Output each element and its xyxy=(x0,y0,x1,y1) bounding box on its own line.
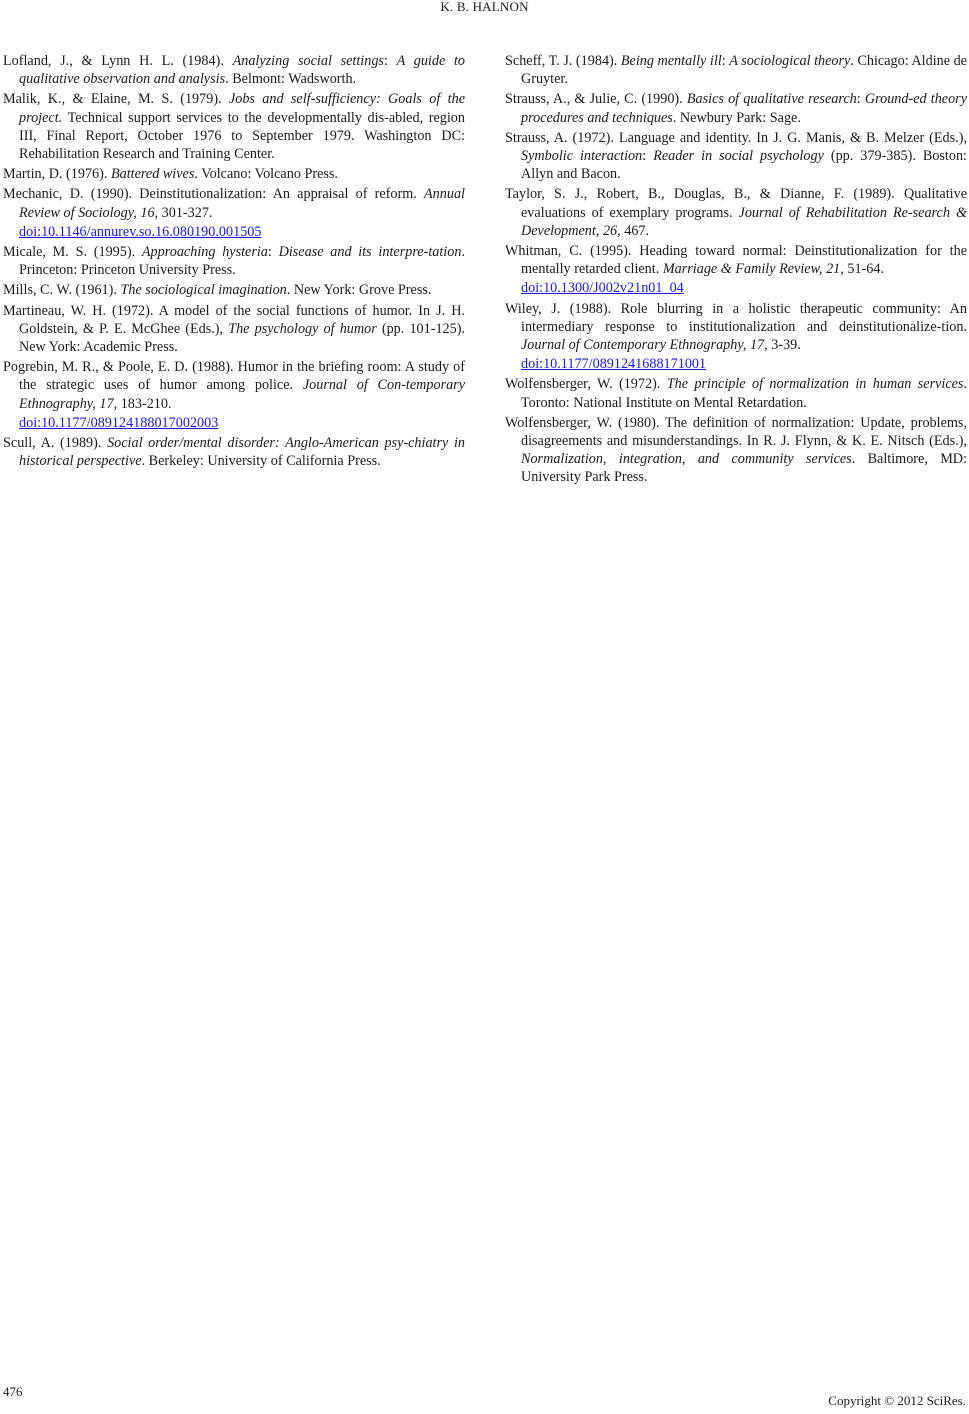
reference-text: Wolfensberger, W. (1980). The definition of normalization: Update, problems, disagreements and misunderstandings. In R. J. Flynn, & K. E. Nitsch (Eds.), xyxy=(505,414,967,450)
reference-text: : xyxy=(383,53,397,69)
reference-entry xyxy=(3,302,465,357)
reference-text: : xyxy=(856,91,865,108)
reference-text: Martineau, W. H. (1972). A model of the social functions of humor. In J. H. Goldstein, & P. E. McGhee (Eds.), xyxy=(3,302,465,337)
reference-text: Scheff, T. J. (1984). xyxy=(505,53,621,69)
reference-text: : xyxy=(642,148,654,165)
doi-link[interactable]: doi:10.1177/0891241688171001 xyxy=(521,356,707,373)
reference-entry xyxy=(505,185,967,240)
copyright-notice: Copyright © 2012 SciRes. xyxy=(828,1393,966,1408)
reference-text: Mechanic, D. (1990). Deinstitutionalization: An appraisal of reform. xyxy=(3,186,425,203)
reference-title-italic: Journal of Contemporary Ethnography, 17 xyxy=(521,337,765,354)
reference-entry xyxy=(505,300,967,374)
reference-text: , 3-39. xyxy=(764,337,801,354)
reference-title-italic: Basics of qualitative research xyxy=(686,91,857,108)
reference-text: . Princeton: Princeton University Press. xyxy=(19,244,465,279)
page-number: 476 xyxy=(3,1384,23,1399)
reference-text: . Newbury Park: Sage. xyxy=(672,109,801,126)
reference-text: Strauss, A., & Julie, C. (1990). xyxy=(505,91,687,108)
reference-text: Whitman, C. (1995). Heading toward normal: Deinstitutionalization for the mentally retarded client. xyxy=(505,243,967,278)
reference-title-italic: Journal of Rehabilitation Re-search & Development, 26, xyxy=(521,204,967,239)
reference-entry xyxy=(505,90,967,126)
doi-link[interactable]: doi:10.1177/089124188017002003 xyxy=(19,414,219,431)
reference-text: , xyxy=(681,451,698,468)
reference-title-italic: Marriage & Family Review, 21, xyxy=(662,261,844,278)
reference-entry xyxy=(505,242,967,298)
reference-title-italic: Being mentally ill xyxy=(620,53,722,69)
reference-entry xyxy=(3,358,465,432)
reference-entry xyxy=(505,414,967,487)
reference-list-right-column xyxy=(505,52,967,489)
reference-text: Taylor, S. J., Robert, B., Douglas, B., & Dianne, F. (1989). Qualitative evaluations of exemplary programs. xyxy=(505,186,967,221)
reference-text: Technical support services to the developmentally dis-abled, region III, Final Report, October 1976 to September 1979. Washington DC: Rehabilitation Research and Training Center. xyxy=(19,109,465,163)
reference-text: 467. xyxy=(620,222,650,239)
reference-text: . Volcano: Volcano Press. xyxy=(194,166,338,183)
reference-entry xyxy=(505,129,967,184)
reference-title-italic: Approaching hysteria xyxy=(141,244,268,261)
reference-title-italic: The psychology of humor xyxy=(228,320,377,337)
reference-entry xyxy=(505,375,967,411)
reference-text: (pp. 379-385). Boston: Allyn and Bacon. xyxy=(521,148,968,183)
reference-entry xyxy=(3,243,465,279)
reference-entry xyxy=(3,90,465,163)
reference-text: . Chicago: Aldine de Gruyter. xyxy=(521,53,967,88)
reference-title-italic: Reader in social psychology xyxy=(653,148,824,165)
reference-title-italic: The principle of normalization in human services xyxy=(666,376,964,393)
reference-title-italic: Ground-ed theory procedures and techniques xyxy=(521,91,968,126)
reference-title-italic: Disease and its interpre-tation xyxy=(278,244,462,261)
reference-title-italic: and community services xyxy=(697,451,852,468)
reference-text: . New York: Grove Press. xyxy=(286,282,432,299)
reference-title-italic: Social order/mental disorder: Anglo-American psy-chiatry in historical perspective xyxy=(19,435,466,470)
reference-text: Micale, M. S. (1995). xyxy=(3,244,142,261)
reference-entry xyxy=(3,52,465,88)
reference-title-italic: The sociological imagination xyxy=(120,282,287,299)
reference-title-italic: Battered wives xyxy=(110,166,195,183)
reference-text: Mills, C. W. (1961). xyxy=(3,282,121,299)
reference-entry xyxy=(3,165,465,183)
reference-title-italic: A guide to qualitative observation and analysis xyxy=(19,53,465,88)
reference-text: 51-64. xyxy=(843,261,885,278)
reference-text: : xyxy=(721,53,730,69)
reference-title-italic: Analyzing social settings xyxy=(232,53,384,69)
reference-title-italic: Annual Review of Sociology, 16, xyxy=(19,186,465,221)
reference-text: . Belmont: Wadsworth. xyxy=(225,71,357,88)
reference-entry xyxy=(3,434,465,470)
reference-text: (pp. 101-125). New York: Academic Press. xyxy=(19,320,465,356)
reference-entry xyxy=(3,281,465,299)
reference-text: Malik, K., & Elaine, M. S. (1979). xyxy=(3,91,229,108)
reference-entry xyxy=(505,52,967,88)
reference-text: . Toronto: National Institute on Mental Retardation. xyxy=(521,376,967,411)
reference-title-italic: A sociological theory xyxy=(729,53,851,69)
reference-title-italic: integration xyxy=(618,451,682,468)
reference-list-left-column xyxy=(3,52,465,472)
reference-text: . Berkeley: University of California Press. xyxy=(141,453,381,470)
reference-title-italic: Symbolic interaction xyxy=(521,148,643,165)
running-head: K. B. HALNON xyxy=(440,0,529,14)
reference-text: : xyxy=(267,244,279,261)
reference-text: Wiley, J. (1988). Role blurring in a holistic therapeutic community: An intermediary response to institutionalization and deinstitutionalize-tion. xyxy=(505,300,967,335)
reference-title-italic: Journal of Con-temporary Ethnography, 17, xyxy=(19,377,465,412)
reference-text: Scull, A. (1989). xyxy=(3,435,108,452)
reference-text: 301-327. xyxy=(158,204,213,221)
reference-text: 183-210. xyxy=(117,395,172,412)
reference-text: Pogrebin, M. R., & Poole, E. D. (1988). Humor in the briefing room: A study of the strategic uses of humor among police. xyxy=(3,359,465,394)
reference-text: . Baltimore, MD: University Park Press. xyxy=(521,451,967,486)
reference-text: Wolfensberger, W. (1972). xyxy=(505,376,667,393)
reference-title-italic: Normalization xyxy=(521,451,603,468)
reference-text: Martin, D. (1976). xyxy=(3,166,111,183)
reference-text: Strauss, A. (1972). Language and identity. In J. G. Manis, & B. Melzer (Eds.), xyxy=(505,129,967,146)
reference-text: Lofland, J., & Lynn H. L. (1984). xyxy=(3,53,233,69)
reference-text: , xyxy=(603,451,619,468)
doi-link[interactable]: doi:10.1300/J002v21n01_04 xyxy=(521,280,684,297)
reference-title-italic: Jobs and self-sufficiency: Goals of the project. xyxy=(19,91,465,126)
doi-link[interactable]: doi:10.1146/annurev.so.16.080190.001505 xyxy=(19,223,262,240)
reference-entry xyxy=(3,185,465,241)
